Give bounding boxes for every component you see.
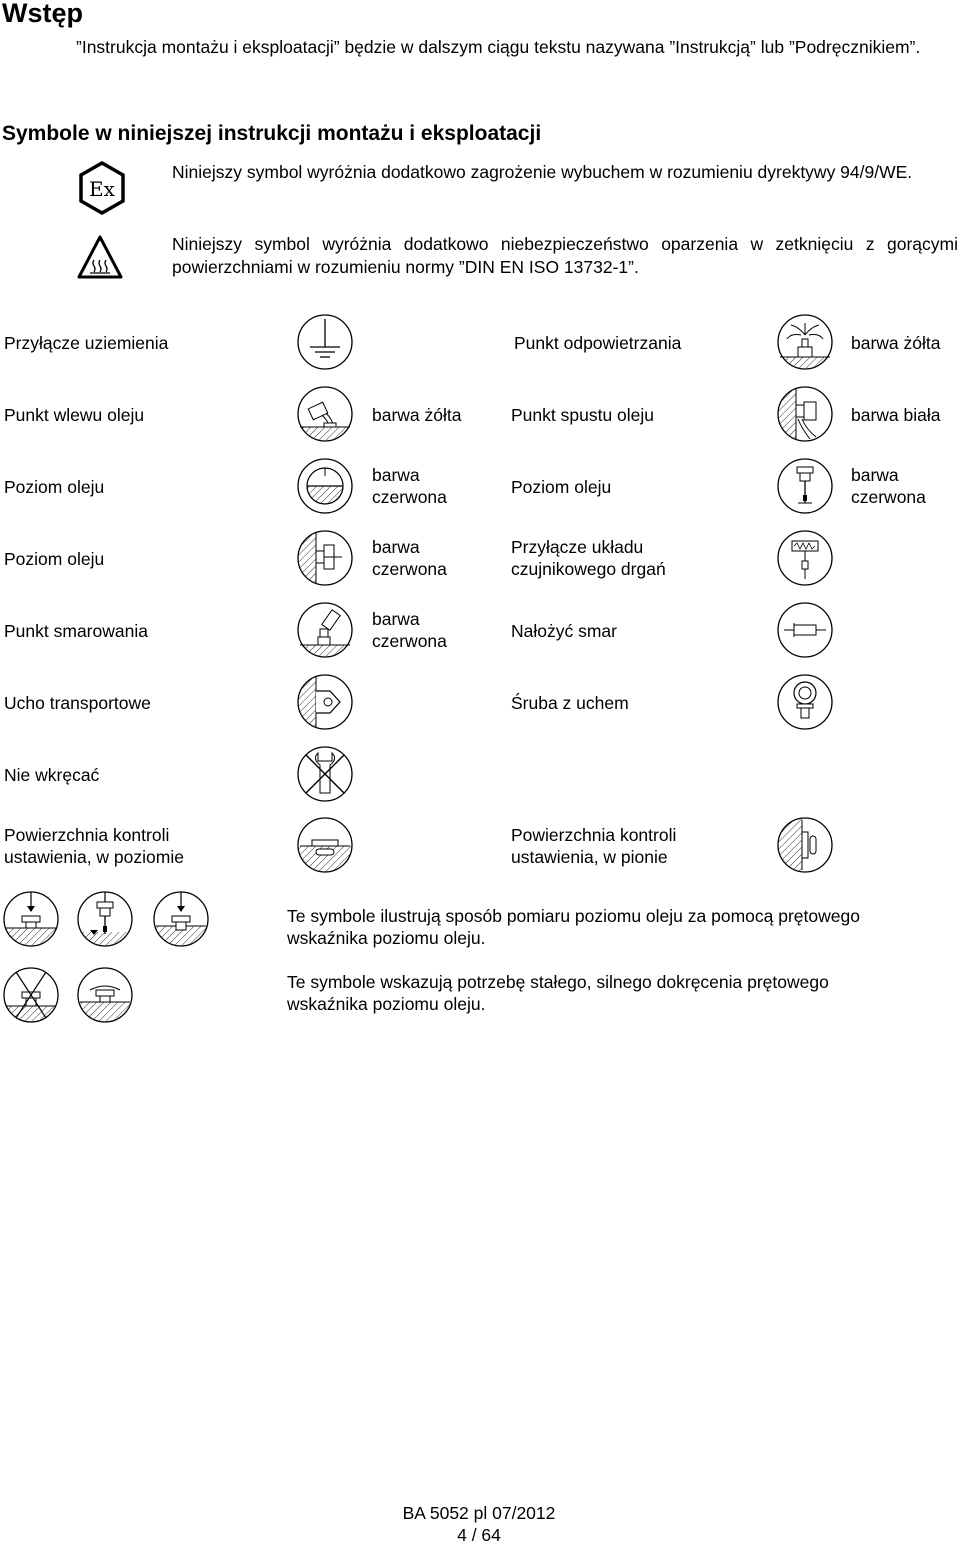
- label-oil-level-2: Poziom oleju: [511, 477, 612, 497]
- section-heading: Symbole w niniejszej instrukcji montażu i eksploatacji: [2, 122, 542, 145]
- apply-grease-icon: [776, 601, 834, 659]
- label-horizontal-check-b: ustawienia, w poziomie: [4, 847, 184, 867]
- dipstick-text-1b: wskaźnika poziomu oleju.: [287, 928, 486, 948]
- label-do-not-screw: Nie wkręcać: [4, 765, 100, 785]
- oil-level-sightglass-icon: [296, 457, 354, 515]
- label-color-red-2b: czerwona: [851, 487, 926, 507]
- label-oil-level-3: Poziom oleju: [4, 549, 105, 569]
- dipstick-measure-1-icon: [2, 890, 60, 948]
- label-grounding: Przyłącze uziemienia: [4, 333, 169, 353]
- label-transport-lug: Ucho transportowe: [4, 693, 151, 713]
- intro-text: ”Instrukcja montażu i eksploatacji” będzie w dalszym ciągu tekstu nazywana ”Instrukcją” lub ”Podręcznikiem”.: [76, 37, 921, 57]
- ex-symbol-text: Niniejszy symbol wyróżnia dodatkowo zagrożenie wybuchem w rozumieniu dyrektywy 94/9/WE.: [172, 162, 913, 182]
- label-oil-drain: Punkt spustu oleju: [511, 405, 655, 425]
- label-vertical-check-b: ustawienia, w pionie: [511, 847, 668, 867]
- oil-dipstick-icon: [776, 457, 834, 515]
- dipstick-measure-2-icon: [76, 890, 134, 948]
- horizontal-alignment-icon: [296, 816, 354, 874]
- label-color-red-3a: barwa: [372, 537, 420, 557]
- label-color-red-4a: barwa: [372, 609, 420, 629]
- eye-bolt-icon: [776, 673, 834, 731]
- label-vent-point: Punkt odpowietrzania: [514, 333, 682, 353]
- label-color-white: barwa biała: [851, 405, 941, 425]
- dipstick-text-1a: Te symbole ilustrują sposób pomiaru poziomu oleju za pomocą prętowego: [287, 906, 860, 926]
- dipstick-text-2a: Te symbole wskazują potrzebę stałego, silnego dokręcenia prętowego: [287, 972, 829, 992]
- vent-point-icon: [776, 313, 834, 371]
- oil-level-side-icon: [296, 529, 354, 587]
- grounding-icon: [296, 313, 354, 371]
- label-eye-bolt: Śruba z uchem: [511, 693, 629, 713]
- label-color-yellow: barwa żółta: [851, 333, 941, 353]
- svg-text:Ex: Ex: [89, 177, 115, 201]
- oil-fill-icon: [296, 385, 354, 443]
- do-not-screw-icon: [296, 745, 354, 803]
- dipstick-no-loose-icon: [2, 966, 60, 1024]
- dipstick-measure-3-icon: [152, 890, 210, 948]
- oil-drain-icon: [776, 385, 834, 443]
- dipstick-text-2b: wskaźnika poziomu oleju.: [287, 994, 486, 1014]
- footer-doc-id: BA 5052 pl 07/2012: [402, 1503, 556, 1523]
- page-title: Wstęp: [2, 0, 83, 28]
- dipstick-tighten-icon: [76, 966, 134, 1024]
- label-oil-level-1: Poziom oleju: [4, 477, 105, 497]
- label-color-red-4b: czerwona: [372, 631, 447, 651]
- footer-page-number: 4 / 64: [457, 1525, 501, 1545]
- label-color-red-1a: barwa: [372, 465, 420, 485]
- label-lubrication-point: Punkt smarowania: [4, 621, 148, 641]
- hot-symbol-text: Niniejszy symbol wyróżnia dodatkowo niebezpieczeństwo oparzenia w zetknięciu z gorącymi powierzchniami w rozumieniu normy ”DIN EN ISO 13732-1”.: [172, 234, 958, 277]
- hot-surface-warning-icon: [76, 234, 124, 280]
- ex-hexagon-icon: [78, 160, 126, 216]
- vertical-alignment-icon: [776, 816, 834, 874]
- label-horizontal-check-a: Powierzchnia kontroli: [4, 825, 170, 845]
- label-color-yellow-2: barwa żółta: [372, 405, 462, 425]
- label-oil-fill: Punkt wlewu oleju: [4, 405, 145, 425]
- label-vibration-sensor-a: Przyłącze układu: [511, 537, 644, 557]
- label-vibration-sensor-b: czujnikowego drgań: [511, 559, 666, 579]
- label-vertical-check-a: Powierzchnia kontroli: [511, 825, 677, 845]
- transport-lug-icon: [296, 673, 354, 731]
- label-color-red-1b: czerwona: [372, 487, 447, 507]
- label-color-red-3b: czerwona: [372, 559, 447, 579]
- lubrication-point-icon: [296, 601, 354, 659]
- label-apply-grease: Nałożyć smar: [511, 621, 617, 641]
- label-color-red-2a: barwa: [851, 465, 899, 485]
- vibration-sensor-icon: [776, 529, 834, 587]
